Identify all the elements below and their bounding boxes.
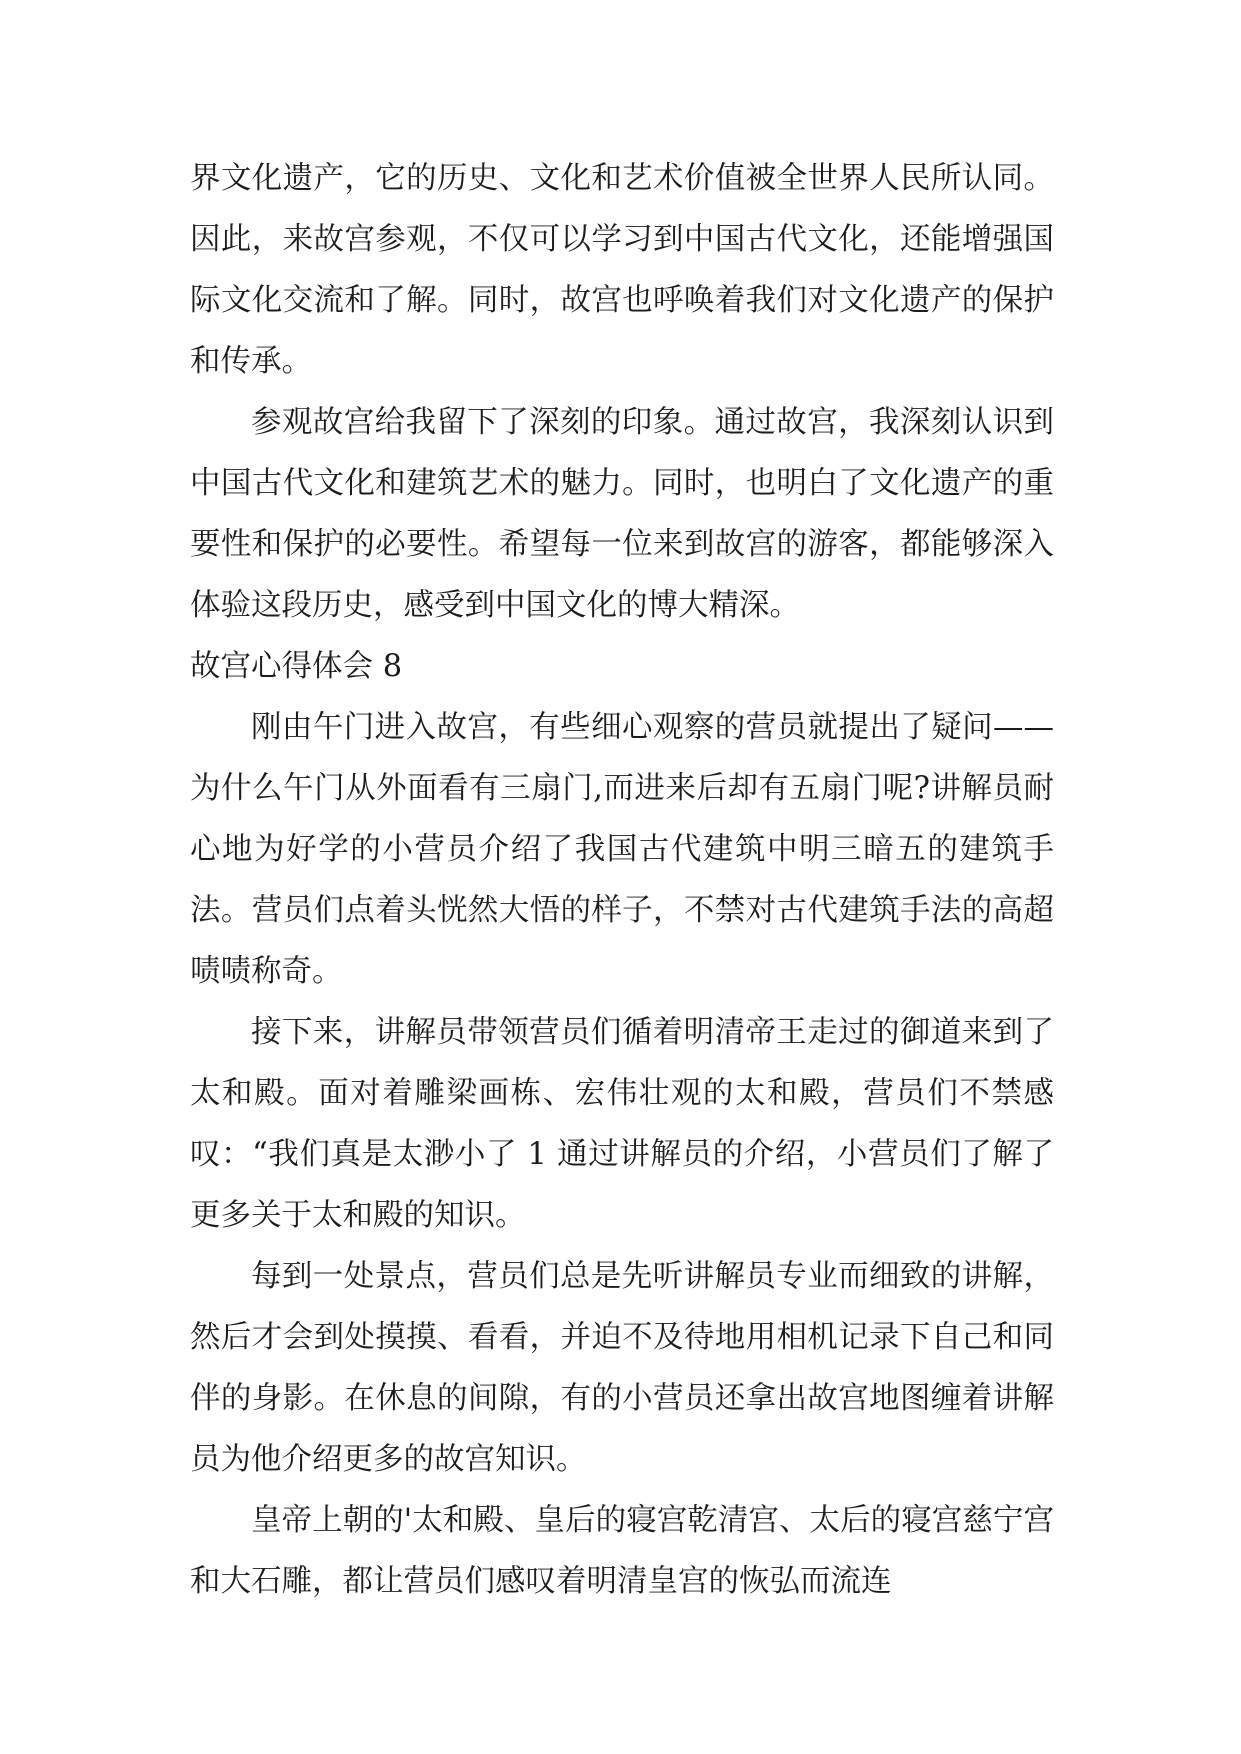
paragraph-3: 刚由午门进入故宫，有些细心观察的营员就提出了疑问——为什么午门从外面看有三扇门,而进来后却有五扇门呢?讲解员耐心地为好学的小营员介绍了我国古代建筑中明三暗五的建筑手法。营员们点着头恍然大悟的样子，不禁对古代建筑手法的高超啧啧称奇。 [190, 710, 1054, 989]
paragraph-6: 皇帝上朝的'太和殿、皇后的寝宫乾清宫、太后的寝宫慈宁宫和大石雕，都让营员们感叹着明清皇宫的恢弘而流连 [190, 1503, 1054, 1599]
section-heading: 故宫心得体会 8 [190, 649, 403, 684]
document-body [190, 148, 1054, 1612]
paragraph-2: 参观故宫给我留下了深刻的印象。通过故宫，我深刻认识到中国古代文化和建筑艺术的魅力。同时，也明白了文化遗产的重要性和保护的必要性。希望每一位来到故宫的游客，都能够深入体验这段历史，感受到中国文化的博大精深。 [190, 405, 1054, 623]
paragraph-5: 每到一处景点，营员们总是先听讲解员专业而细致的讲解，然后才会到处摸摸、看看，并迫不及待地用相机记录下自己和同伴的身影。在休息的间隙，有的小营员还拿出故宫地图缠着讲解员为他介绍更多的故宫知识。 [190, 1259, 1054, 1477]
paragraph-4: 接下来，讲解员带领营员们循着明清帝王走过的御道来到了太和殿。面对着雕梁画栋、宏伟壮观的太和殿，营员们不禁感叹：“我们真是太渺小了 1 通过讲解员的介绍，小营员们了解了更多关于太和殿的知识。 [190, 1015, 1054, 1233]
paragraph-1: 界文化遗产，它的历史、文化和艺术价值被全世界人民所认同。因此，来故宫参观，不仅可以学习到中国古代文化，还能增强国际文化交流和了解。同时，故宫也呼唤着我们对文化遗产的保护和传承。 [190, 161, 1054, 379]
